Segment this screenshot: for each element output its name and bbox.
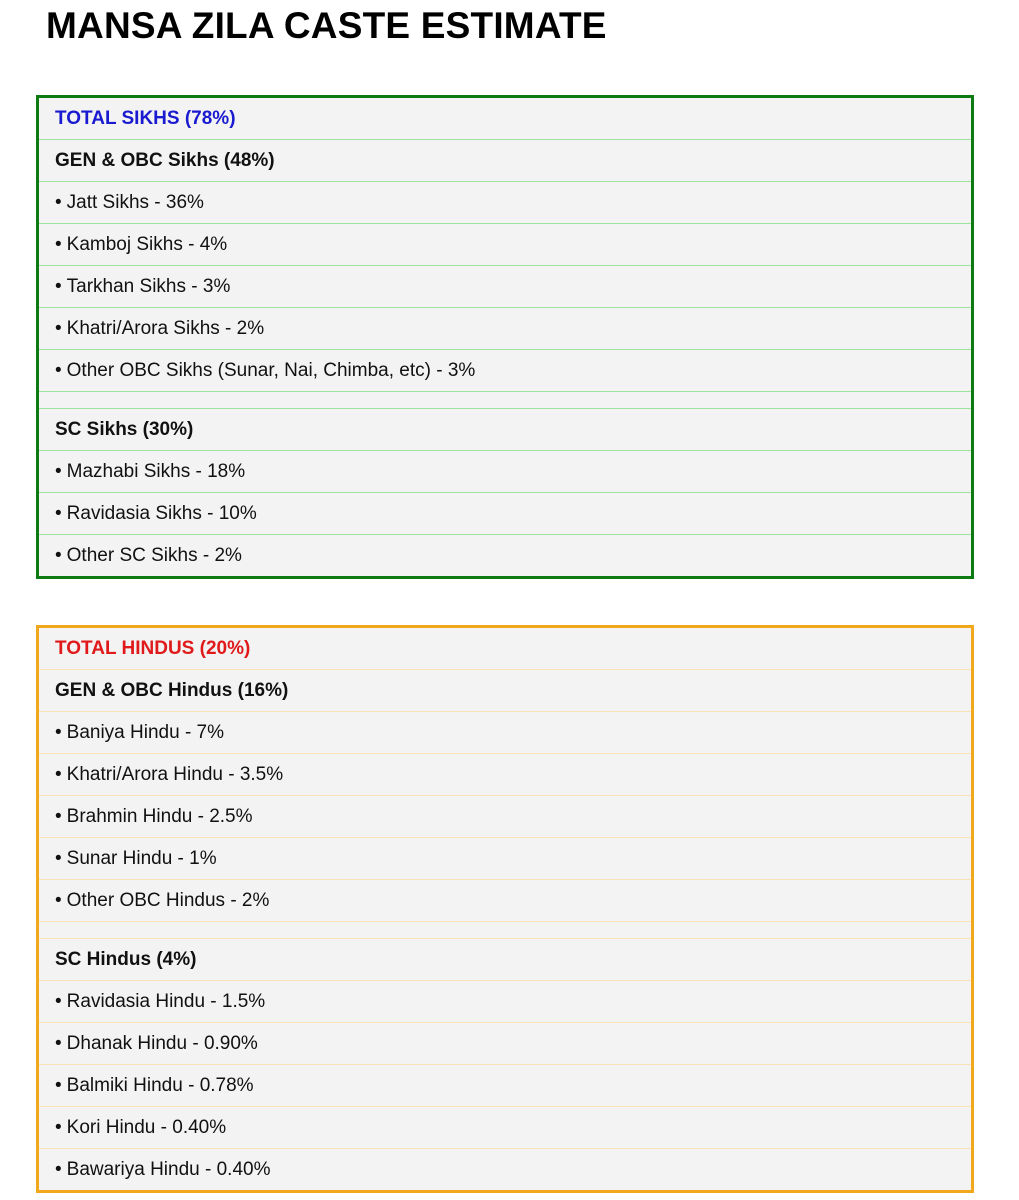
list-item-text: Ravidasia Sikhs - 10%	[66, 503, 257, 524]
section-spacer	[39, 392, 971, 409]
sc-hindus-heading: SC Hindus (4%)	[39, 939, 971, 981]
list-item-text: Other OBC Sikhs (Sunar, Nai, Chimba, etc) - 3%	[66, 360, 476, 381]
bullet-icon: •	[55, 276, 62, 297]
bullet-icon: •	[55, 318, 62, 339]
bullet-icon: •	[55, 806, 62, 827]
list-item-text: Tarkhan Sikhs - 3%	[66, 276, 231, 297]
list-item	[39, 493, 971, 535]
list-item	[39, 350, 971, 392]
bullet-icon: •	[55, 722, 62, 743]
list-item-text: Ravidasia Hindu - 1.5%	[66, 991, 266, 1012]
list-item	[39, 308, 971, 350]
list-item	[39, 838, 971, 880]
list-item-text: Khatri/Arora Hindu - 3.5%	[66, 764, 284, 785]
hindus-card	[36, 625, 974, 1193]
total-hindus-heading: TOTAL HINDUS (20%)	[39, 628, 971, 670]
list-item	[39, 451, 971, 493]
list-item	[39, 712, 971, 754]
gen-obc-sikhs-heading: GEN & OBC Sikhs (48%)	[39, 140, 971, 182]
list-item	[39, 1149, 971, 1190]
bullet-icon: •	[55, 890, 62, 911]
total-sikhs-heading: TOTAL SIKHS (78%)	[39, 98, 971, 140]
bullet-icon: •	[55, 991, 62, 1012]
list-item	[39, 754, 971, 796]
list-item-text: Mazhabi Sikhs - 18%	[66, 461, 246, 482]
list-item	[39, 266, 971, 308]
list-item	[39, 981, 971, 1023]
list-item-text: Jatt Sikhs - 36%	[66, 192, 204, 213]
list-item	[39, 796, 971, 838]
bullet-icon: •	[55, 764, 62, 785]
list-item	[39, 1065, 971, 1107]
list-item-text: Other OBC Hindus - 2%	[66, 890, 270, 911]
list-item	[39, 880, 971, 922]
list-item	[39, 224, 971, 266]
list-item-text: Sunar Hindu - 1%	[66, 848, 217, 869]
bullet-icon: •	[55, 461, 62, 482]
bullet-icon: •	[55, 234, 62, 255]
bullet-icon: •	[55, 360, 62, 381]
list-item-text: Bawariya Hindu - 0.40%	[66, 1159, 271, 1180]
bullet-icon: •	[55, 192, 62, 213]
list-item	[39, 182, 971, 224]
list-item	[39, 1023, 971, 1065]
list-item	[39, 1107, 971, 1149]
bullet-icon: •	[55, 1075, 62, 1096]
bullet-icon: •	[55, 1159, 62, 1180]
list-item-text: Dhanak Hindu - 0.90%	[66, 1033, 258, 1054]
list-item-text: Khatri/Arora Sikhs - 2%	[66, 318, 265, 339]
page-title: MANSA ZILA CASTE ESTIMATE	[46, 5, 607, 46]
list-item-text: Kamboj Sikhs - 4%	[66, 234, 228, 255]
section-spacer	[39, 922, 971, 939]
list-item-text: Balmiki Hindu - 0.78%	[66, 1075, 254, 1096]
bullet-icon: •	[55, 545, 62, 566]
bullet-icon: •	[55, 848, 62, 869]
list-item-text: Kori Hindu - 0.40%	[66, 1117, 227, 1138]
bullet-icon: •	[55, 1033, 62, 1054]
sc-sikhs-heading: SC Sikhs (30%)	[39, 409, 971, 451]
list-item-text: Baniya Hindu - 7%	[66, 722, 225, 743]
sikhs-card	[36, 95, 974, 579]
bullet-icon: •	[55, 503, 62, 524]
list-item-text: Brahmin Hindu - 2.5%	[66, 806, 253, 827]
bullet-icon: •	[55, 1117, 62, 1138]
list-item-text: Other SC Sikhs - 2%	[66, 545, 242, 566]
list-item	[39, 535, 971, 576]
gen-obc-hindus-heading: GEN & OBC Hindus (16%)	[39, 670, 971, 712]
